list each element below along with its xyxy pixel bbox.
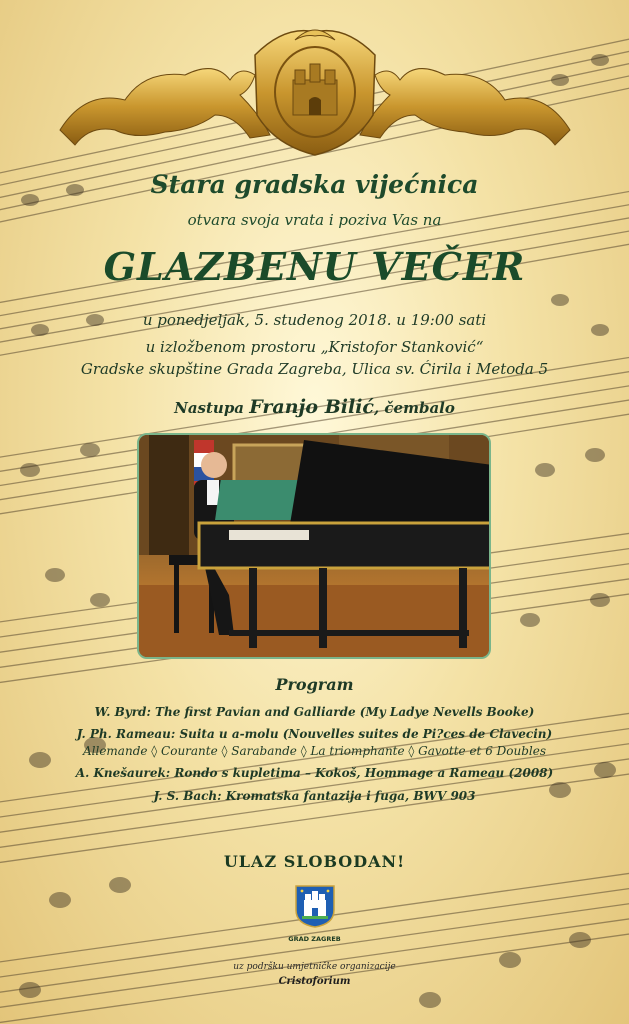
free-entry-notice: ULAZ SLOBODAN! (223, 852, 406, 871)
performer-name: Franjo Bilić (249, 396, 374, 418)
program-item: J. Ph. Rameau: Suita u a-molu (Nouvelles suites de Pi?ces de Clavecin) (76, 727, 553, 741)
performer-photo (137, 433, 491, 659)
event-date-time: u ponedjeljak, 5. studenog 2018. u 19:00 sati (142, 311, 487, 329)
heading-venue: Stara gradska vijećnica (150, 170, 479, 199)
heading-invite: otvara svoja vrata i poziva Vas na (187, 211, 442, 229)
gold-crest-dragons (55, 20, 575, 160)
program-item: J. S. Bach: Kromatska fantazija i fuga, BWV 903 (153, 789, 476, 803)
support-text: uz podršku umjetničke organizacije (233, 962, 396, 972)
performer-instrument: , čembalo (373, 399, 455, 417)
program-item: W. Byrd: The first Pavian and Galliarde (My Ladye Nevells Booke) (94, 705, 535, 719)
zagreb-coat-of-arms-logo (294, 884, 336, 928)
organization-name: Cristoforium (278, 976, 351, 987)
venue-line-2: Gradske skupštine Grada Zagreba, Ulica sv. Ćirila i Metoda 5 (80, 360, 549, 378)
page-title: GLAZBENU VEČER (103, 244, 526, 289)
logo-label: GRAD ZAGREB (288, 935, 341, 943)
right-dragon (360, 69, 570, 145)
program-item: A. Knešaurek: Rondo s kupletima – Kokoš, Hommage a Rameau (2008) (75, 766, 554, 780)
harpsichord-scene (139, 435, 491, 659)
performer-prefix: Nastupa (174, 399, 250, 417)
venue-line-1: u izložbenom prostoru „Kristofor Stanković“ (145, 338, 484, 356)
program-item-movements: Allemande ◊ Courante ◊ Sarabande ◊ La triomphante ◊ Gavotte et 6 Doubles (82, 744, 546, 758)
performer-line (0, 396, 629, 418)
left-dragon (60, 69, 270, 145)
program-heading: Program (275, 675, 354, 694)
